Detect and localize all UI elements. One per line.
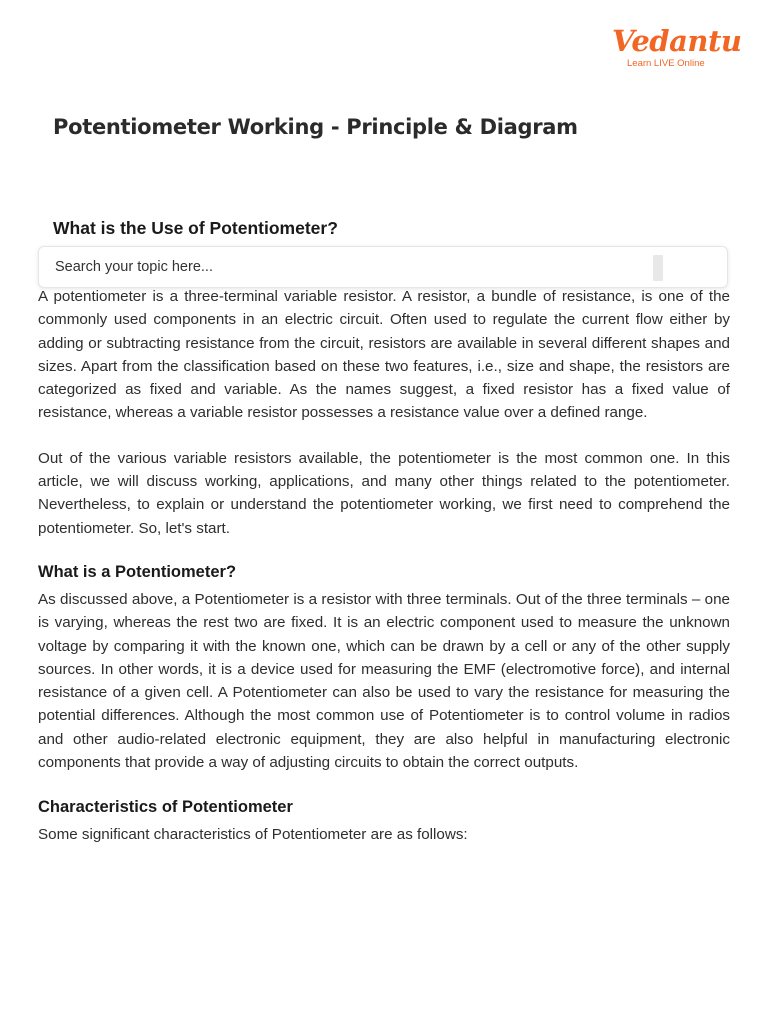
characteristics-heading: Characteristics of Potentiometer xyxy=(38,798,293,817)
search-input[interactable] xyxy=(39,247,639,287)
what-is-potentiometer-paragraph: As discussed above, a Potentiometer is a resistor with three terminals. Out of the three terminals – one is varying, whereas the rest two are fixed. It is an electric component used to measure the unknown voltage by comparing it with the known one, which can be drawn by a cell or any of the other supply sources. In other words, it is a device used for measuring the EMF (electromotive force), and internal resistance of a given cell. A Potentiometer can also be used to vary the resistance for measuring the potential differences. Although the most common use of Potentiometer is to control volume in radios and other audio-related electronic equipment, they are also helpful in manufacturing electronic components that provide a way of adjusting circuits to obtain the correct outputs. xyxy=(38,590,730,772)
intro-paragraph-2: Out of the various variable resistors available, the potentiometer is the most common one. In this article, we will discuss working, applications, and many other things related to the potentiometer. Nevertheless, to explain or understand the potentiometer working, we first need to comprehend the potentiometer. So, let's start. xyxy=(38,449,730,537)
logo-tagline: Learn LIVE Online xyxy=(627,58,705,69)
search-bar[interactable] xyxy=(38,246,728,288)
intro-paragraph: A potentiometer is a three-terminal variable resistor. A resistor, a bundle of resistance, is one of the commonly used components in an electric circuit. Often used to regulate the current flow either by adding or subtracting resistance from the circuit, resistors are available in several different shapes and sizes. Apart from the classification based on these two features, i.e., size and shape, the resistors are categorized as fixed and variable. As the names suggest, a fixed resistor has a fixed value of resistance, whereas a variable resistor possesses a resistance value over a defined range. xyxy=(38,288,730,422)
use-of-potentiometer-heading: What is the Use of Potentiometer? xyxy=(53,218,338,238)
article-body xyxy=(38,285,730,847)
search-icon[interactable] xyxy=(653,255,663,281)
logo-wordmark: Vedantu xyxy=(612,24,742,58)
what-is-potentiometer-heading: What is a Potentiometer? xyxy=(38,562,237,581)
vedantu-logo[interactable] xyxy=(612,22,742,72)
page-title: Potentiometer Working - Principle & Diagram xyxy=(53,115,578,139)
characteristics-paragraph: Some significant characteristics of Potentiometer are as follows: xyxy=(38,826,468,844)
